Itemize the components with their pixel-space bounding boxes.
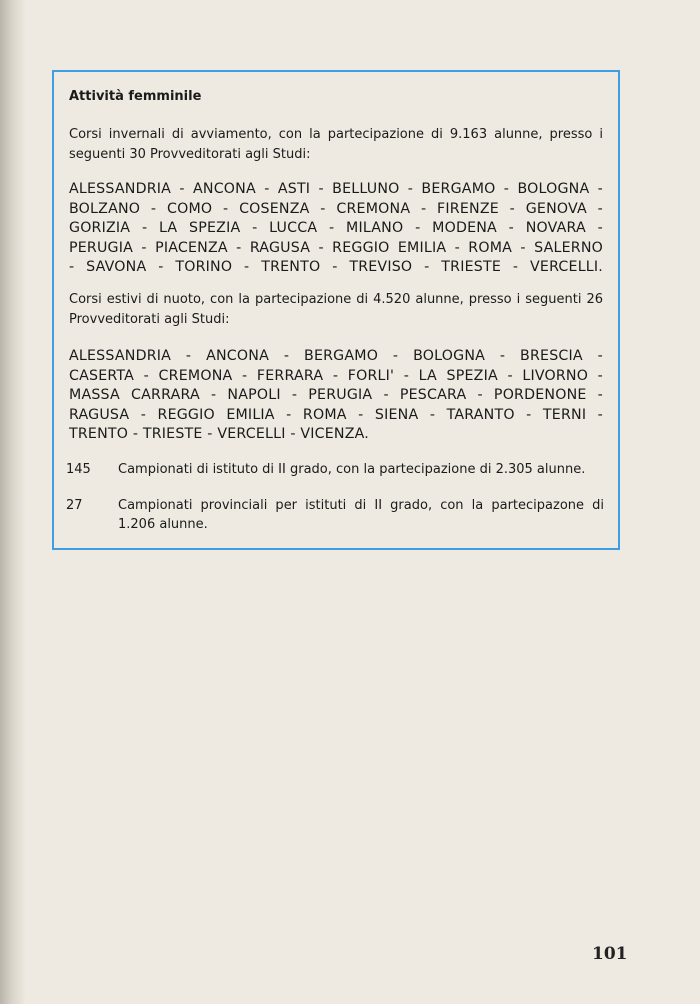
city-line: BOLZANO - COMO - COSENZA - CREMONA - FIRENZE - GENOVA - [69,200,603,217]
city-line: GORIZIA - LA SPEZIA - LUCCA - MILANO - MODENA - NOVARA - [69,220,603,237]
city-line: MASSA CARRARA - NAPOLI - PERUGIA - PESCARA - PORDENONE - [69,387,603,404]
section-title: Attività femminile [69,89,202,104]
page-number: 101 [592,944,628,964]
summer-courses-intro: Corsi estivi di nuoto, con la partecipazione di 4.520 alunne, presso i seguenti 26 Provveditorati agli Studi: [69,292,603,327]
page-binding-shadow [0,0,26,1004]
city-line: ALESSANDRIA - ANCONA - BERGAMO - BOLOGNA - BRESCIA - [69,348,603,364]
summer-courses-city-list [69,347,603,445]
winter-courses-intro: Corsi invernali di avviamento, con la partecipazione di 9.163 alunne, presso i seguenti 30 Provveditorati agli Studi: [69,127,603,162]
city-line: TRENTO - TRIESTE - VERCELLI - VICENZA. [69,426,370,443]
city-line: PERUGIA - PIACENZA - RAGUSA - REGGIO EMILIA - ROMA - SALERNO [69,239,603,256]
city-line: CASERTA - CREMONA - FERRARA - FORLI' - LA SPEZIA - LIVORNO - [69,367,603,384]
championship-description: Campionati provinciali per istituti di II grado, con la partecipazone di 1.206 alunne. [118,498,604,532]
championship-count: 27 [66,498,83,513]
city-line: RAGUSA - REGGIO EMILIA - ROMA - SIENA - TARANTO - TERNI - [69,406,603,423]
city-line: - SAVONA - TORINO - TRENTO - TREVISO - TRIESTE - VERCELLI. [69,259,603,276]
championship-description: Campionati di istituto di II grado, con la partecipazione di 2.305 alunne. [118,462,586,477]
city-line: ALESSANDRIA - ANCONA - ASTI - BELLUNO - BERGAMO - BOLOGNA - [69,181,603,197]
championship-count: 145 [66,462,91,477]
winter-courses-city-list [69,180,603,278]
